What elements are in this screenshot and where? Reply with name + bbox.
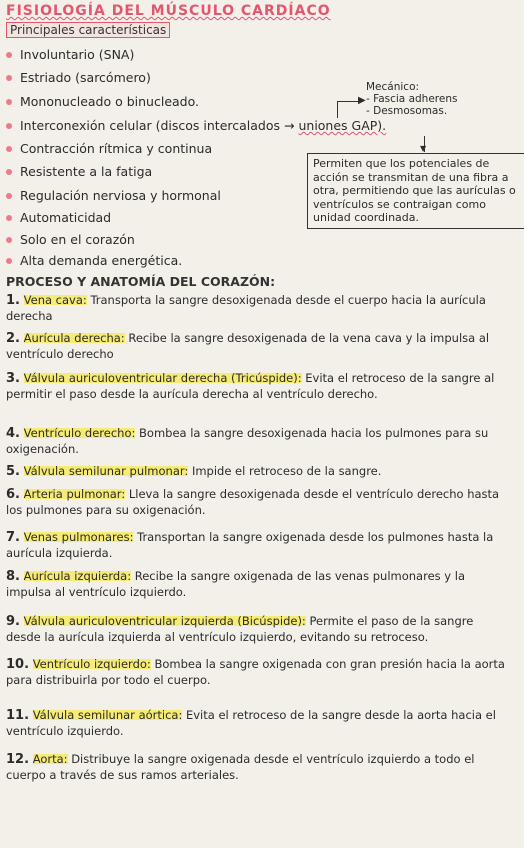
list-item: 4. Ventrículo derecho: Bombea la sangre desoxigenada hacia los pulmones para su oxigenación. — [6, 426, 489, 456]
bullet-dot-icon — [6, 75, 12, 81]
bullet-item: Estriado (sarcómero) — [6, 70, 151, 85]
list-item: 1. Vena cava: Transporta la sangre desoxigenada desde el cuerpo hacia la aurícula derecha — [6, 293, 486, 323]
bullet-dot-icon — [6, 215, 12, 221]
bullet-item: Contracción rítmica y continua — [6, 141, 212, 156]
bullet-dot-icon — [6, 237, 12, 243]
list-item: 12. Aorta: Distribuye la sangre oxigenada desde el ventrículo izquierdo a todo el cuerpo a través de sus ramos arteriales. — [6, 752, 475, 782]
bullet-item: Automaticidad — [6, 210, 111, 225]
bullet-item: Regulación nerviosa y hormonal — [6, 188, 221, 203]
arrow-right-icon: ▶ — [358, 95, 366, 106]
list-item: 2. Aurícula derecha: Recibe la sangre desoxigenada de la vena cava y la impulsa al ventrículo derecho — [6, 331, 490, 361]
list-item: 9. Válvula auriculoventricular izquierda (Bicúspide): Permite el paso de la sangre desde la aurícula izquierda al ventrículo izquierdo, evitando su retroceso. — [6, 614, 474, 644]
bullet-item: Mononucleado o binucleado. — [6, 94, 199, 109]
bullet-item: Involuntario (SNA) — [6, 47, 134, 62]
bullet-dot-icon — [6, 52, 12, 58]
gap-explanation-box: Permiten que los potenciales de acción se transmitan de una fibra a otra, permitiendo que las aurículas o ventrículos se contraigan como unidad coordinada. — [307, 153, 524, 229]
arrow-down-icon: ▼ — [420, 144, 427, 153]
bullet-dot-icon — [6, 169, 12, 175]
bullet-dot-icon — [6, 193, 12, 199]
uniones-gap: uniones GAP). — [298, 118, 387, 133]
page-title: FISIOLOGÍA DEL MÚSCULO CARDÍACO — [6, 3, 331, 19]
bullet-dot-icon — [6, 258, 12, 264]
list-item: 6. Arteria pulmonar: Lleva la sangre desoxigenada desde el ventrículo derecho hasta los pulmones para su oxigenación. — [6, 487, 500, 517]
connector-line — [337, 101, 338, 118]
section-title: PROCESO Y ANATOMÍA DEL CORAZÓN: — [6, 274, 276, 289]
subtitle-box: Principales características — [6, 22, 170, 38]
list-item: 11. Válvula semilunar aórtica: Evita el retroceso de la sangre desde la aorta hacia el ventrículo izquierdo. — [6, 708, 496, 738]
list-item: 3. Válvula auriculoventricular derecha (Tricúspide): Evita el retroceso de la sangre al permitir el paso desde la aurícula derecha al ventrículo derecho. — [6, 371, 495, 401]
bullet-dot-icon — [6, 99, 12, 105]
bullet-item: Alta demanda energética. — [6, 253, 182, 268]
bullet-item: Resistente a la fatiga — [6, 164, 152, 179]
list-item: 7. Venas pulmonares: Transportan la sangre oxigenada desde los pulmones hasta la aurícula izquierda. — [6, 530, 494, 560]
mecanico-note: Mecánico: - Fascia adherens - Desmosomas. — [366, 81, 458, 117]
list-item: 8. Aurícula izquierda: Recibe la sangre oxigenada de las venas pulmonares y la impulsa al ventrículo izquierdo. — [6, 569, 465, 599]
bullet-dot-icon — [6, 123, 12, 129]
bullet-dot-icon — [6, 146, 12, 152]
bullet-item: Solo en el corazón — [6, 232, 135, 247]
list-item: 5. Válvula semilunar pulmonar: Impide el retroceso de la sangre. — [6, 464, 382, 479]
bullet-item: Interconexión celular (discos intercalados → uniones GAP). — [6, 118, 386, 133]
list-item: 10. Ventrículo izquierdo: Bombea la sangre oxigenada con gran presión hacia la aorta para distribuirla por todo el cuerpo. — [6, 657, 505, 687]
